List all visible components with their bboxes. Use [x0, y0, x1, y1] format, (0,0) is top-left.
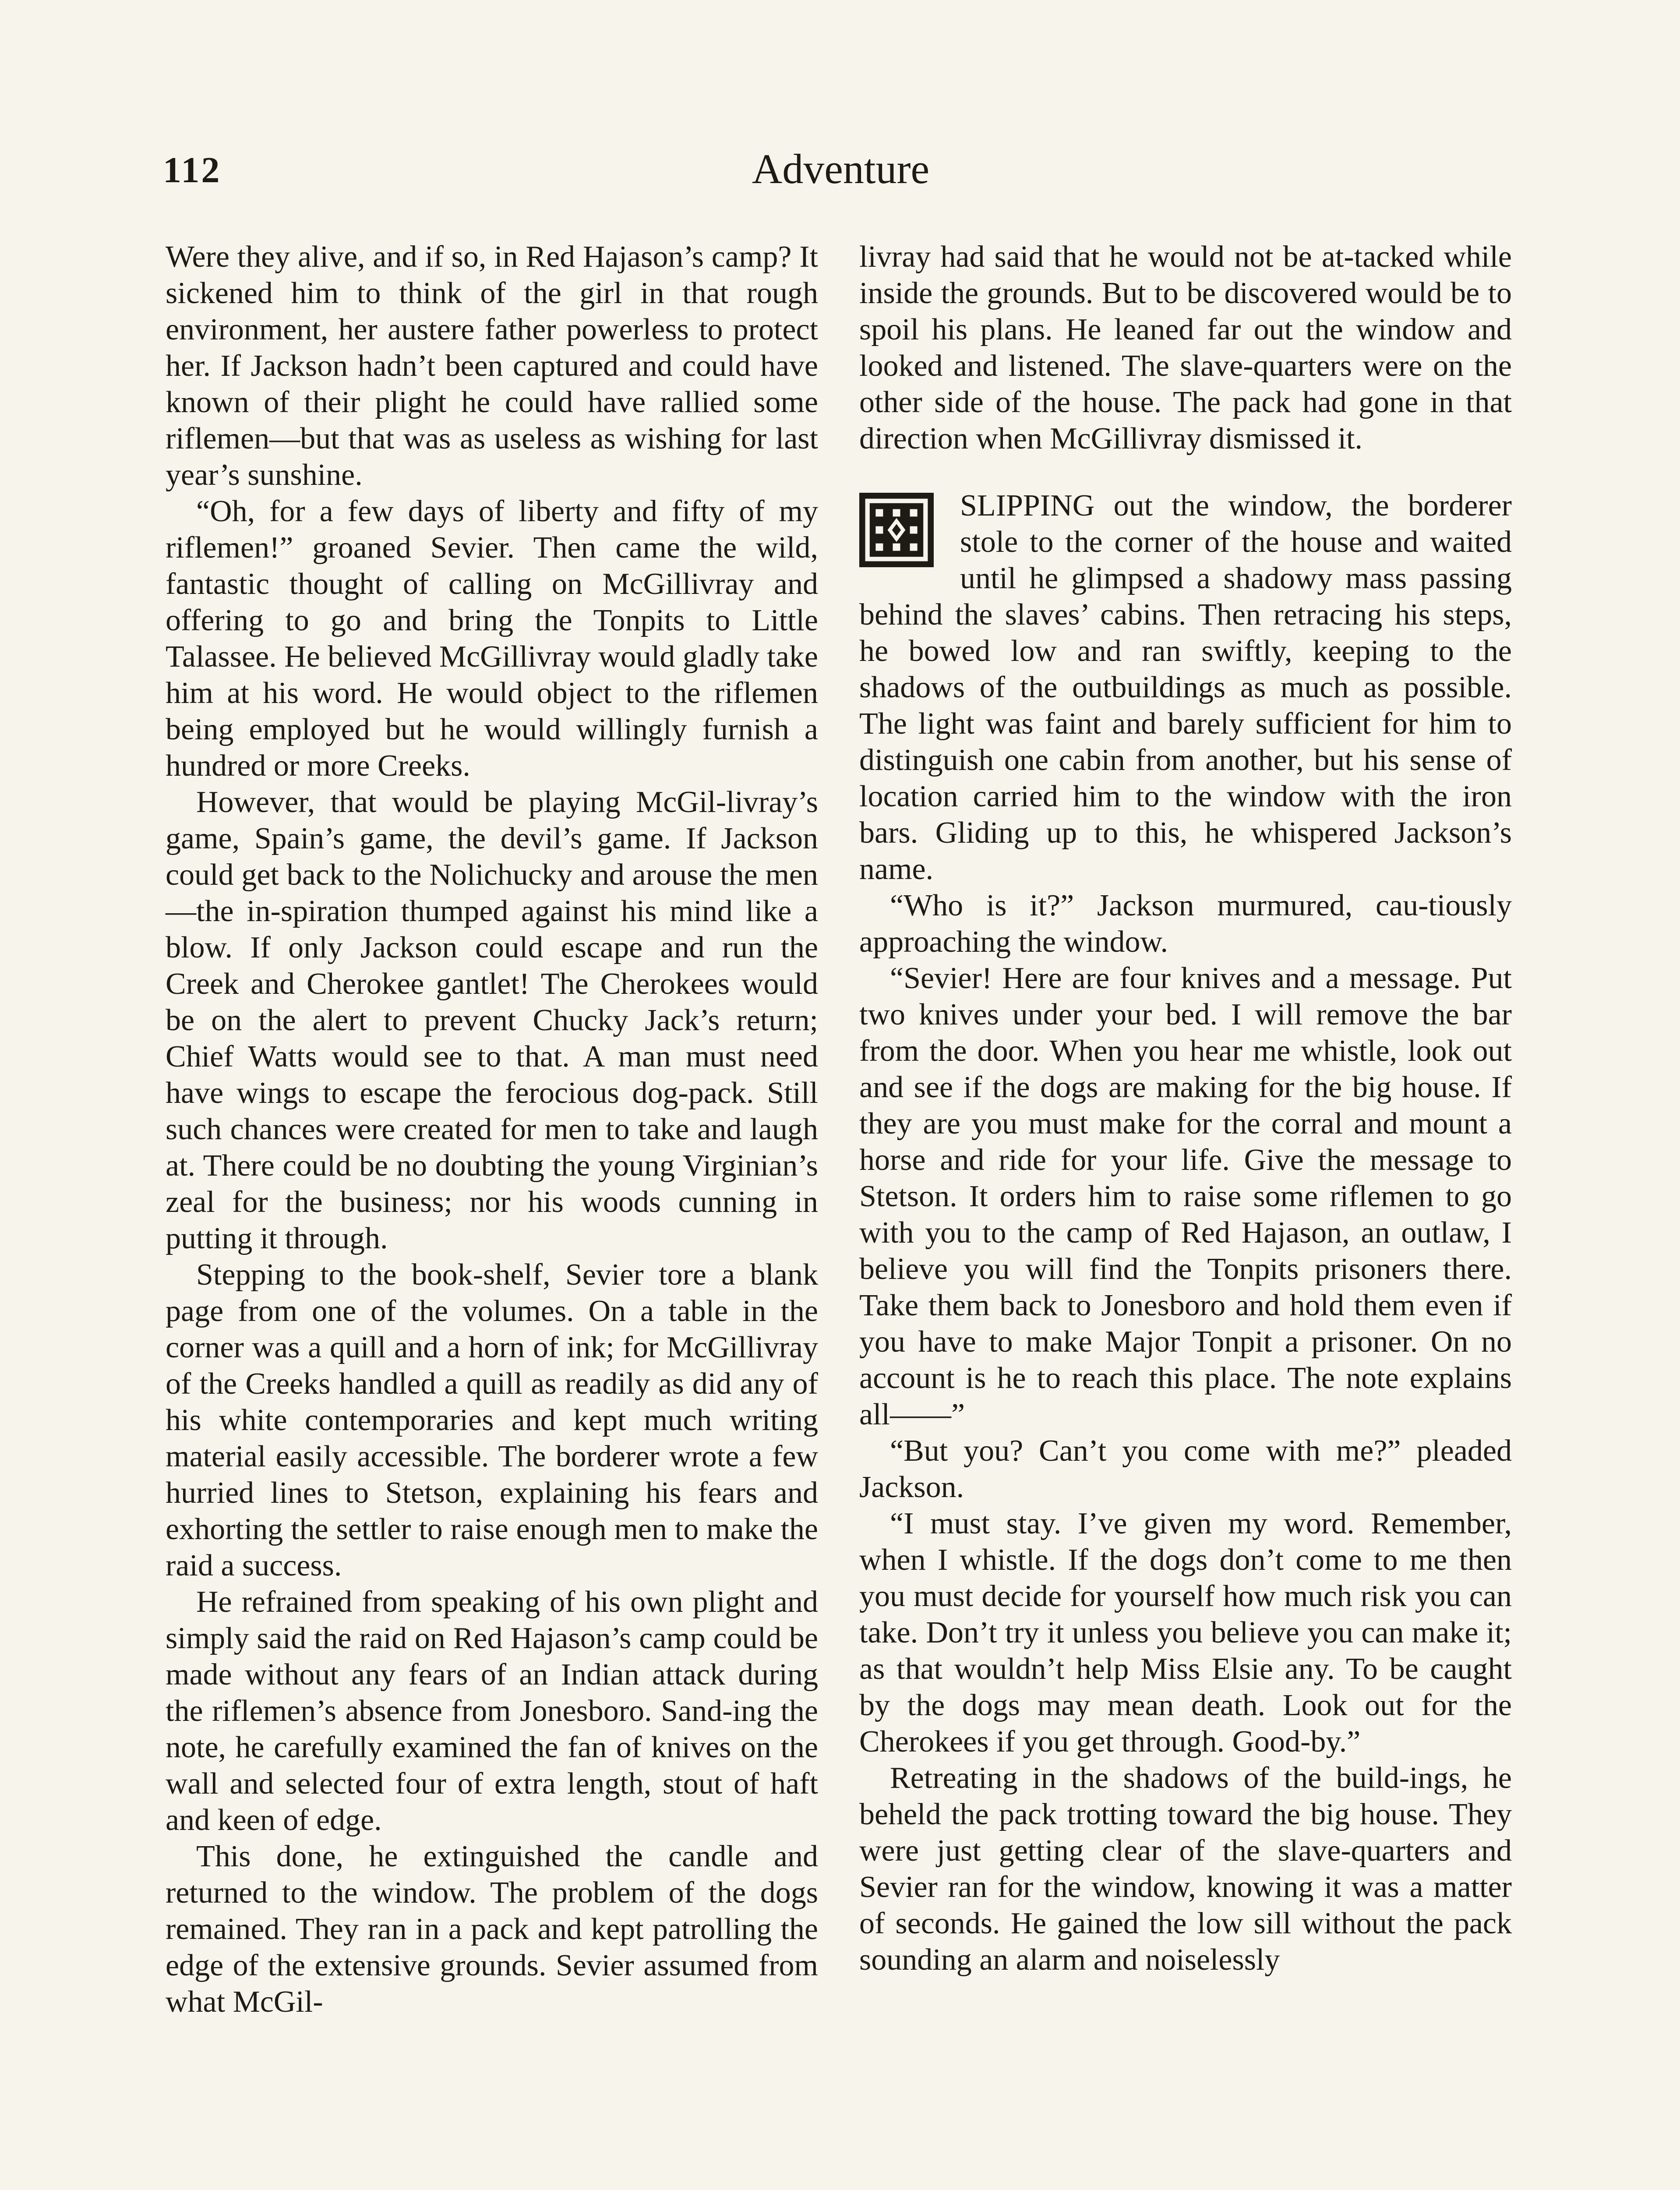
- section-start: [859, 487, 1512, 887]
- paragraph: “But you? Can’t you come with me?” pleaded Jackson.: [859, 1434, 1512, 1504]
- page-number: 112: [163, 150, 222, 191]
- paragraph: Retreating in the shadows of the build-ings, he beheld the pack trotting toward the big house. They were just getting clear of the slave-quarters and Sevier ran for the window, knowing it was a matter of seconds. He gained the low sill without the pack sounding an alarm and noiselessly: [859, 1761, 1512, 1977]
- paragraph: He refrained from speaking of his own plight and simply said the raid on Red Hajason’s camp could be made without any fears of an Indian attack during the riflemen’s absence from Jonesboro. Sand-ing the note, he carefully examined the fan of knives on the wall and selected four of extra length, stout of haft and keen of edge.: [166, 1585, 818, 1837]
- running-head: [163, 145, 1518, 197]
- paragraph: “Oh, for a few days of liberty and fifty of my riflemen!” groaned Sevier. Then came the wild, fantastic thought of calling on McGillivray and offering to go and bring the Tonpits to Little Talassee. He believed McGillivray would gladly take him at his word. He would object to the riflemen being employed but he would willingly furnish a hundred or more Creeks.: [166, 495, 818, 783]
- paragraph: However, that would be playing McGil-livray’s game, Spain’s game, the devil’s game. If Jackson could get back to the Nolichucky and arouse the men—the in-spiration thumped against his mind like a blow. If only Jackson could escape and run the Creek and Cherokee gantlet! The Cherokees would be on the alert to prevent Chucky Jack’s return; Chief Watts would see to that. A man must need have wings to escape the ferocious dog-pack. Still such chances were created for men to take and laugh at. There could be no doubting the young Virginian’s zeal for the business; nor his woods cunning in putting it through.: [166, 785, 818, 1255]
- left-column: [166, 239, 818, 2020]
- running-title: Adventure: [752, 145, 930, 192]
- paragraph: “Sevier! Here are four knives and a message. Put two knives under your bed. I will remove the bar from the door. When you hear me whistle, look out and see if the dogs are making for the big house. If they are you must make for the corral and mount a horse and ride for your life. Give the message to Stetson. It orders him to raise some riflemen to go with you to the camp of Red Hajason, an outlaw, I believe you will find the Tonpits prisoners there. Take them back to Jonesboro and hold them even if you have to make Major Tonpit a prisoner. On no account is he to reach this place. The note explains all——”: [859, 961, 1512, 1431]
- paragraph: SLIPPING out the window, the borderer stole to the corner of the house and waited until he glimpsed a shadowy mass passing behind the slaves’ cabins. Then retracing his steps, he bowed low and ran swiftly, keeping to the shadows of the outbuildings as much as possible. The light was faint and barely sufficient for him to distinguish one cabin from another, but his sense of location carried him to the window with the iron bars. Gliding up to this, he whispered Jackson’s name.: [859, 489, 1512, 886]
- paragraph: “I must stay. I’ve given my word. Remember, when I whistle. If the dogs don’t come to me then you must decide for yourself how much risk you can take. Don’t try it unless you believe you can make it; as that wouldn’t help Miss Elsie any. To be caught by the dogs may mean death. Look out for the Cherokees if you get through. Good-by.”: [859, 1507, 1512, 1759]
- paragraph: Were they alive, and if so, in Red Hajason’s camp? It sickened him to think of the girl in that rough environment, her austere father powerless to protect her. If Jackson hadn’t been captured and could have known of their plight he could have rallied some riflemen—but that was as useless as wishing for last year’s sunshine.: [166, 240, 818, 492]
- paragraph: livray had said that he would not be at-tacked while inside the grounds. But to be discovered would be to spoil his plans. He leaned far out the window and looked and listened. The slave-quarters were on the other side of the house. The pack had gone in that direction when McGillivray dismissed it.: [859, 240, 1512, 456]
- ornament-icon: [859, 493, 947, 572]
- right-column: [859, 239, 1512, 1978]
- paragraph: “Who is it?” Jackson murmured, cau-tiously approaching the window.: [859, 889, 1512, 959]
- paragraph: Stepping to the book-shelf, Sevier tore a blank page from one of the volumes. On a table in the corner was a quill and a horn of ink; for McGillivray of the Creeks handled a quill as readily as did any of his white contemporaries and kept much writing material easily accessible. The borderer wrote a few hurried lines to Stetson, explaining his fears and exhorting the settler to raise enough men to make the raid a success.: [166, 1258, 818, 1582]
- paragraph: This done, he extinguished the candle and returned to the window. The problem of the dogs remained. They ran in a pack and kept patrolling the edge of the extensive grounds. Sevier assumed from what McGil-: [166, 1840, 818, 2019]
